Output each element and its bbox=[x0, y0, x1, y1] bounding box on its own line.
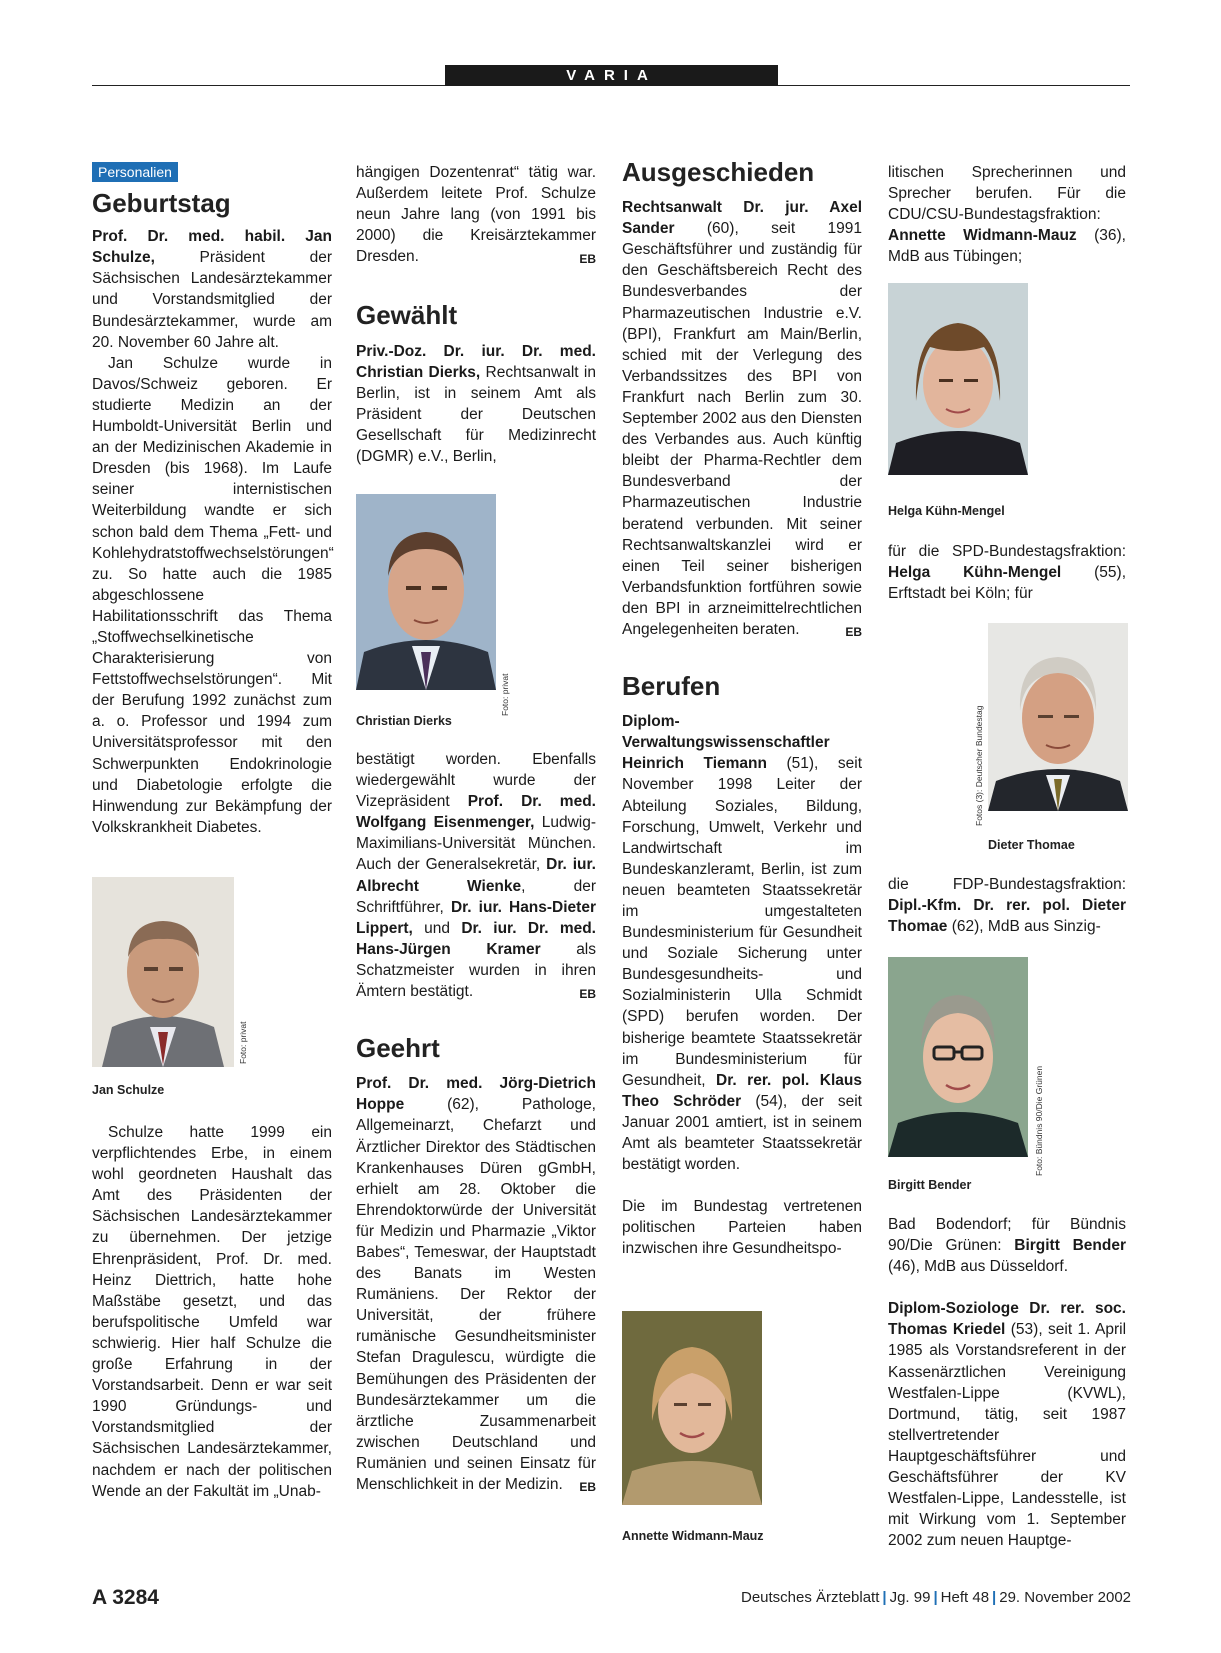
author-initials: EB bbox=[579, 1480, 596, 1494]
author-initials: EB bbox=[845, 624, 862, 639]
photo-birgitt-bender bbox=[888, 957, 1028, 1157]
paragraph: für die SPD-Bundestagsfraktion: Helga Kühn-Mengel (55), Erftstadt bei Köln; für bbox=[888, 543, 1126, 603]
paragraph: litischen Sprecherinnen und Sprecher berufen. Für die CDU/CSU-Bundestagsfraktion: Annette Widmann-Mauz (36), MdB aus Tübingen; bbox=[888, 164, 1126, 266]
column-1-continued bbox=[92, 1122, 332, 1502]
heading-gewaehlt: Gewählt bbox=[356, 300, 458, 331]
category-tag: Personalien bbox=[92, 162, 178, 182]
paragraph: Jan Schulze wurde in Davos/Schweiz geboren. Er studierte Medizin an der Humboldt-Universität Berlin und an der Medizinischen Akademie in Dresden (bis 1968). Im Laufe seiner internistischen Weiterbildung wandte er sich schon bald dem Thema „Fett- und Kohlehydratstoffwechselstörungen“ zu. So hatte auch die 1985 abgeschlossene Habilitationsschrift das Thema „Stoffwechselkinetische Charakterisierung von Fettstoffwechselstörungen“. Mit der Berufung 1992 zunächst zum a. o. Professor und 1994 zum Universitätsprofessor mit den Schwerpunkten Endokrinologie und Diabetologie erfolgte die Hinwendung zur Bekämpfung der Volkskrankheit Diabetes. bbox=[92, 354, 334, 836]
journal-volume: Jg. 99 bbox=[889, 1589, 931, 1606]
paragraph: Schulze hatte 1999 ein verpflichtendes Erbe, in einem wohl geordneten Haushalt das Amt des Präsidenten der Sächsischen Landesärztekammer zu übernehmen. Der jetzige Ehrenpräsident, Prof. Dr. med. Heinz Diettrich, hatte hohe Maßstäbe gesetzt, und das berufspolitische Umfeld war schwierig. Hier half Schulze die große Erfahrung in der Vorstandsarbeit. Denn er war seit 1990 Gründungs- und Vorstandsmitglied der Sächsischen Landesärztekammer, nachdem er nach der politischen Wende an der Fakultät im „Unab- bbox=[92, 1124, 332, 1500]
journal-issue: Heft 48 bbox=[940, 1589, 990, 1606]
paragraph: Prof. Dr. med. Jörg-Dietrich Hoppe (62), Pathologe, Allgemeinarzt, Chefarzt und Ärztlicher Direktor des Städtischen Krankenhauses Düren gGmbH, erhielt am 28. Oktober die Ehrendoktorwürde der Universität für Medizin und Pharmazie „Viktor Babes“, Temeswar, der Hauptstadt des Banats im Westen Rumäniens. Der Rektor der Universität, der frühere rumänische Gesundheitsminister Stefan Dragulescu, würdigte die Bemühungen des Präsidenten der Bundesärztekammer um die ärztliche Zusammenarbeit zwischen Deutschland und Rumänien und seinen Einsatz für Menschlichkeit in der Medizin. EB bbox=[356, 1073, 596, 1495]
photo-caption: Dieter Thomae bbox=[988, 838, 1075, 852]
photo-caption: Helga Kühn-Mengel bbox=[888, 504, 1005, 518]
paragraph: Die im Bundestag vertretenen politischen Parteien haben inzwischen ihre Gesundheitspo- bbox=[622, 1198, 862, 1258]
person-name: Prof. Dr. med. habil. Jan Schulze, bbox=[92, 228, 332, 267]
paragraph: Prof. Dr. med. habil. Jan Schulze, Präsident der Sächsischen Landesärztekammer und Vorstandsmitglied der Bundesärztekammer, wurde am 20. November 60 Jahre alt. bbox=[92, 228, 332, 351]
column-2-continued bbox=[356, 749, 596, 1498]
journal-name: Deutsches Ärzteblatt bbox=[740, 1589, 880, 1606]
photo-credit: Fotos (3): Deutscher Bundestag bbox=[974, 705, 984, 826]
photo-credit: Foto: Bündnis 90/Die Grünen bbox=[1034, 1065, 1044, 1176]
photo-caption: Birgitt Bender bbox=[888, 1178, 972, 1192]
page-number: A 3284 bbox=[92, 1586, 159, 1609]
photo-helga-kuehn-mengel bbox=[888, 283, 1028, 475]
photo-dieter-thomae bbox=[988, 623, 1128, 811]
photo-credit: Foto: privat bbox=[500, 673, 510, 716]
photo-caption: Annette Widmann-Mauz bbox=[622, 1529, 764, 1543]
journal-date: 29. November 2002 bbox=[999, 1589, 1131, 1606]
paragraph: Bad Bodendorf; für Bündnis 90/Die Grünen: Birgitt Bender (46), MdB aus Düsseldorf. bbox=[888, 1216, 1126, 1276]
column-3 bbox=[622, 157, 862, 1260]
paragraph: Diplom-Verwaltungswissenschaftler Heinrich Tiemann (51), seit November 1998 Leiter der Abteilung Soziales, Bildung, Forschung, Umwelt, Verkehr und Landwirtschaft im Bundeskanzleramt, Berlin, ist zum neuen beamteten Staatssekretär im umgestalteten Bundesministerium für Gesundheit und Soziale Sicherung unter Bundesgesundheits- und Sozialministerin Ulla Schmidt (SPD) berufen worden. Der bisherige beamtete Staatssekretär im Bundesministerium für Gesundheit, Dr. rer. pol. Klaus Theo Schröder (54), der seit Januar 2001 amtiert, ist in seinem Amt als beamteter Staatssekretär bestätigt worden. bbox=[622, 713, 862, 1174]
paragraph: bestätigt worden. Ebenfalls wiedergewählt wurde der Vizepräsident Prof. Dr. med. Wolfgang Eisenmenger, Ludwig-Maximilians-Universität München. Auch der Generalsekretär, Dr. iur. Albrecht Wienke, der Schriftführer, Dr. iur. Hans-Dieter Lippert, und Dr. iur. Dr. med. Hans-Jürgen Kramer als Schatzmeister wurden in ihren Ämtern bestätigt. EB bbox=[356, 749, 596, 1002]
column-2 bbox=[356, 162, 596, 467]
photo-caption: Christian Dierks bbox=[356, 714, 452, 728]
heading-ausgeschieden: Ausgeschieden bbox=[622, 157, 815, 187]
author-initials: EB bbox=[579, 252, 596, 267]
section-label: VARIA bbox=[445, 65, 778, 86]
paragraph: Diplom-Soziologe Dr. rer. soc. Thomas Kriedel (53), seit 1. April 1985 als Vorstandsreferent in der Kassenärztlichen Vereinigung Westfalen-Lippe (KVWL), Dortmund, tätig, seit 1987 stellvertretender Hauptgeschäftsführer und Geschäftsführer der KV Westfalen-Lippe, Landesstelle, ist mit Wirkung vom 1. September 2002 zum neuen Hauptge- bbox=[888, 1300, 1127, 1550]
photo-credit: Foto: privat bbox=[238, 1021, 248, 1064]
author-initials: EB bbox=[579, 987, 596, 1002]
column-4-p4 bbox=[888, 1214, 1126, 1551]
photo-annette-widmann-mauz bbox=[622, 1311, 762, 1505]
photo-christian-dierks bbox=[356, 494, 496, 690]
heading-berufen: Berufen bbox=[622, 671, 721, 702]
photo-caption: Jan Schulze bbox=[92, 1083, 165, 1097]
photo-jan-schulze bbox=[92, 877, 234, 1067]
paragraph: Priv.-Doz. Dr. iur. Dr. med. Christian Dierks, Rechtsanwalt in Berlin, ist in seinem Amt als Präsident der Deutschen Gesellschaft für Medizinrecht (DGMR) e.V., Berlin, bbox=[356, 342, 596, 466]
column-1 bbox=[92, 162, 332, 838]
paragraph: hängigen Dozentenrat“ tätig war. Außerdem leitete Prof. Schulze neun Jahre lang (von 1991 bis 2000) die Kreisärztekammer Dresden. EB bbox=[356, 162, 596, 267]
column-4 bbox=[888, 162, 1126, 267]
column-4-p3 bbox=[888, 874, 1126, 937]
heading-geburtstag: Geburtstag bbox=[92, 188, 231, 219]
heading-geehrt: Geehrt bbox=[356, 1033, 440, 1064]
paragraph: Rechtsanwalt Dr. jur. Axel Sander (60), seit 1991 Geschäftsführer und zuständig für den Geschäftsbereich Recht des Bundesverbandes der Pharmazeutischen Industrie e.V. (BPI), Frankfurt am Main/Berlin, schied mit der Verlegung des Verbandssitzes des BPI von Frankfurt nach Berlin zum 30. September 2002 aus den Diensten des Verbandes aus. Auch künftig bleibt der Pharma-Rechtler dem Bundesverband der Pharmazeutischen Industrie beratend verbunden. Mit seiner Rechtsanwaltskanzlei wird er einen Teil seiner bisherigen Verbandsfunktion fortführen sowie den BPI in arzneimittelrechtlichen Angelegenheiten beraten. EB bbox=[622, 197, 862, 640]
column-4-p2 bbox=[888, 541, 1126, 604]
paragraph: die FDP-Bundestagsfraktion: Dipl.-Kfm. Dr. rer. pol. Dieter Thomae (62), MdB aus Sinzig- bbox=[888, 876, 1126, 936]
publication-info: Deutsches Ärzteblatt | Jg. 99 | Heft 48 | 29. November 2002 bbox=[740, 1589, 1131, 1606]
